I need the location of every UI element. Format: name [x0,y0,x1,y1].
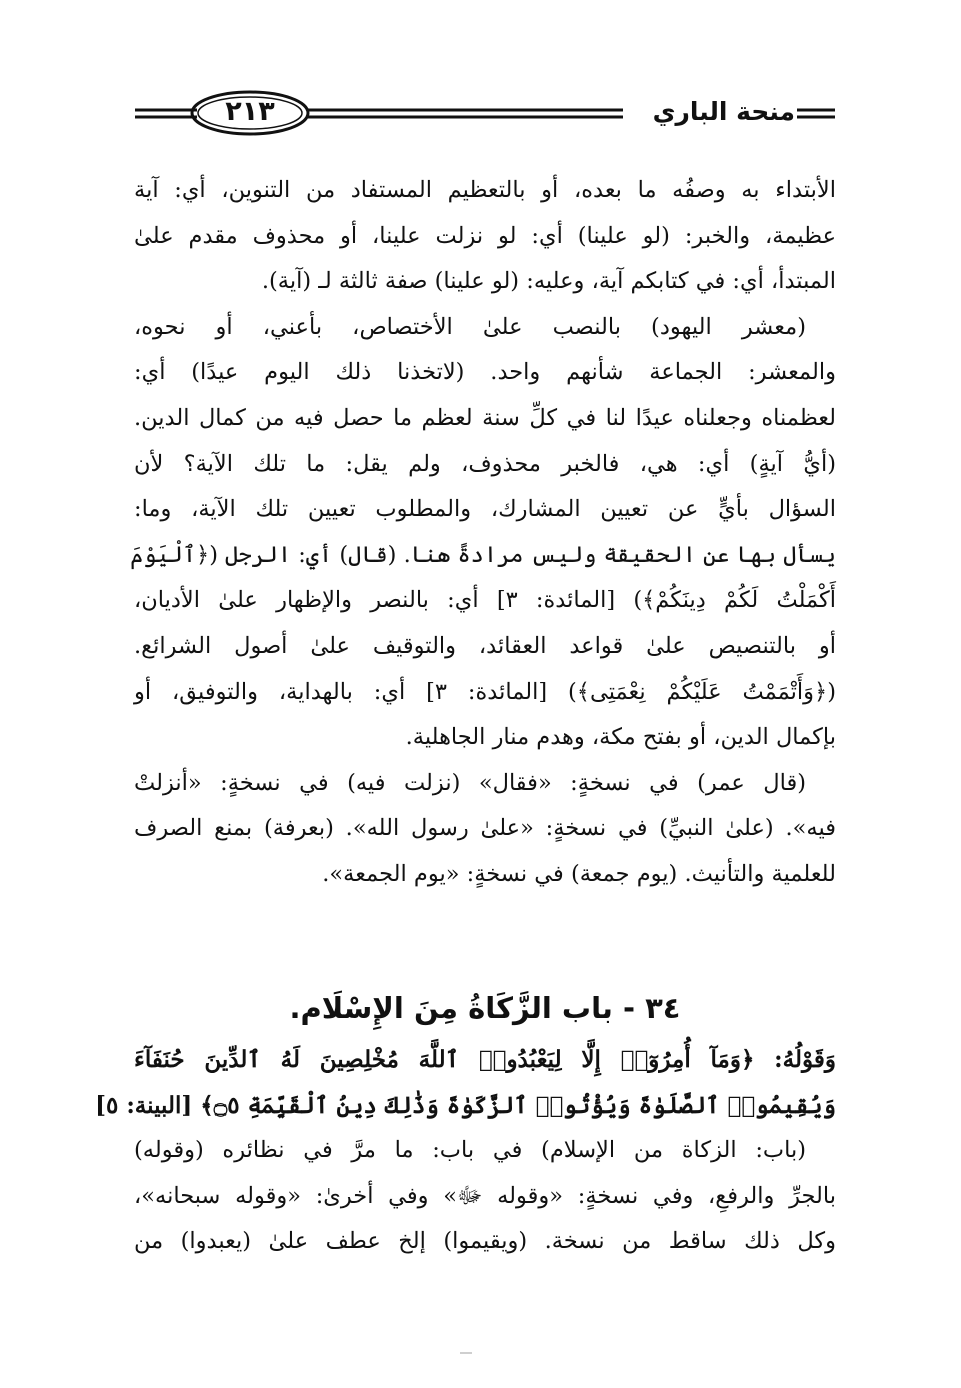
text-line: (أيُّ آيةٍ) أي: هي، فالخبر محذوف، ولم يقل: ما تلك الآية؟ لأن [134,450,836,477]
text-line: فيه». (علىٰ النبيِّ) في نسخةٍ: «علىٰ رسول الله». (بعرفة) بمنع الصرف [134,815,836,842]
text-line: بإكمال الدين، أو بفتح مكة، وهدم منار الجاهلية. [405,724,836,751]
page-header [135,88,835,140]
text-line: (باب: الزكاة من الإسلام) في باب: ما مرَّ في نظائره (وقوله) [134,1137,806,1164]
text-line: عظيمة، والخبر: (لو علينا) أي: لو نزلت علينا، أو محذوف مقدم علىٰ [134,222,836,249]
text-line: المبتدأ، أي: في كتابكم آية، وعليه: (لو علينا) صفة ثالثة لـ (آية). [261,268,836,295]
quran-verse-line: وَيُقِيمُوا۟ ٱلصَّلَوٰةَ وَيُؤْتُوا۟ ٱلزَّكَوٰةَ وَذَٰلِكَ دِينُ ٱلْقَيِّمَةِ ۝٥﴾ [البينة: ٥] [95,1091,836,1119]
text-line: (قال عمر) في نسخةٍ: «فقال» (نزلت فيه) في نسخةٍ: «أنزلتْ [134,769,806,796]
text-line: أَكْمَلْتُ لَكُمْ دِينَكُمْ﴾) [المائدة: ٣] أي: بالنصر والإظهار علىٰ الأديان، [134,587,836,614]
scan-mark [460,1352,472,1354]
text-line: يسأل بها عن الحقيقة وليس مرادةً هنا. (قال) أي: الرجل (﴿ٱلْيَوْمَ [130,541,836,568]
text-line: للعلمية والتأنيث. (يوم جمعة) في نسخةٍ: «يوم الجمعة». [322,860,836,887]
book-title: منحة الباري [652,97,795,126]
text-line: بالجرِّ والرفعِ، وفي نسخةٍ: «وقوله ﷻ» وفي أخرىٰ: «وقوله سبحانه»، [134,1182,836,1209]
text-line: (﴿وَأَتْمَمْتُ عَلَيْكُمْ نِعْمَتِى﴾) [المائدة: ٣] أي: بالهداية، والتوفيق، أو [134,678,836,705]
text-line: السؤال بأيٍّ عن تعيين المشارك، والمطلوب تعيين تلك الآية، وما: [134,496,836,523]
page-number: ٢١٣ [225,96,275,127]
commentary-text [130,168,836,898]
text-line: والمعشر: الجماعة شأنهم واحد. (لاتخذنا ذلك اليوم عيدًا) أي: [134,359,836,386]
text-line: الأبتداء به وصفُه ما بعده، أو بالتعظيم المستفاد من التنوين، أي: آية [134,177,836,203]
quran-verse-line: وَقَوْلُهُ: ﴿وَمَآ أُمِرُوٓا۟ إِلَّا لِيَعْبُدُوا۟ ٱللَّهَ مُخْلِصِينَ لَهُ ٱلدِّينَ حُنَفَآءَ [134,1046,836,1073]
text-line: (معشر اليهود) بالنصب علىٰ الأختصاص، بأعني، أو نحوه، [134,313,806,340]
text-line: أو بالتنصيص علىٰ قواعد العقائد، والتوقيف علىٰ أصول الشرائع. [134,632,836,659]
text-line: لعظمناه وجعلناه عيدًا لنا في كلِّ سنة لعظم ما حصل فيه من كمال الدين. [134,404,836,431]
chapter-heading: ٣٤ - باب الزَّكَاةُ مِنَ الإِسْلَام. [289,991,681,1025]
text-line: وكل ذلك ساقط من نسخة. (ويقيموا) إلخ عطف علىٰ (يعبدوا) من [134,1228,836,1255]
chapter-text [95,1037,836,1265]
